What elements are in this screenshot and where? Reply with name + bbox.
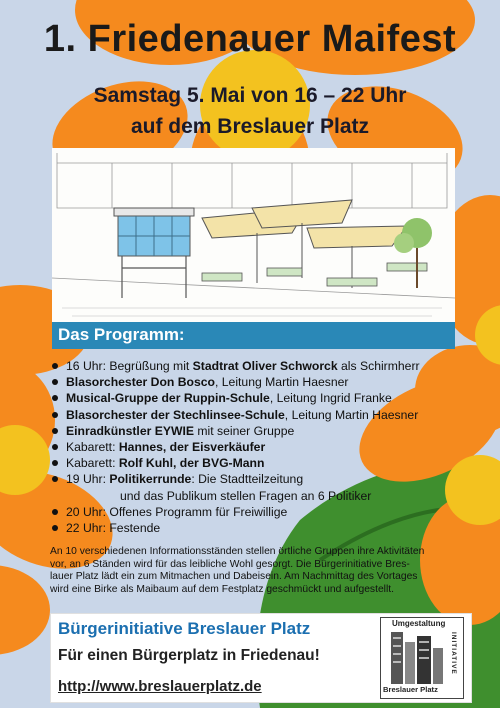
program-item-text: : Die Stadtteilzeitung: [191, 472, 304, 487]
bullet-icon: [52, 476, 58, 482]
program-list: [50, 358, 470, 536]
organization-name: Bürgerinitiative Breslauer Platz: [58, 619, 311, 638]
description-line: wird eine Birke als Maibaum auf dem Festplatz geschmückt und aufgestellt.: [50, 583, 394, 595]
program-item-highlight: Blasorchester Don Bosco: [66, 375, 215, 390]
bullet-icon: [52, 428, 58, 434]
program-heading: Das Programm:: [58, 325, 185, 344]
program-item-highlight: Blasorchester der Stechlinsee-Schule: [66, 407, 285, 422]
description-line: An 10 verschiedenen Informationsständen stellen örtliche Gruppen ihre Aktivitäten: [50, 546, 425, 557]
program-item: [50, 488, 470, 504]
slogan: Für einen Bürgerplatz in Friedenau!: [58, 647, 320, 664]
bullet-icon: [52, 460, 58, 466]
logo-text-bottom: Breslauer Platz: [383, 685, 438, 694]
description-line: lauer Platz lädt ein zum Mitmachen und Dabeisein. Am Nachmittag des Vortages: [50, 571, 418, 583]
program-item-text: als Schirmherr: [337, 359, 420, 373]
program-item: [50, 471, 470, 487]
program-item-text: Kabarett:: [66, 456, 119, 471]
program-item-text: 19 Uhr:: [66, 472, 110, 487]
program-item-text: 22 Uhr: Festende: [66, 520, 161, 535]
program-item-text: , Leitung Martin Haesner: [215, 375, 349, 390]
program-item-text: mit seiner Gruppe: [194, 423, 295, 438]
bullet-icon: [52, 444, 58, 450]
logo-text-top: Umgestaltung: [392, 619, 446, 628]
program-item-text: Kabarett:: [66, 439, 119, 454]
program-item-text: und das Publikum stellen Fragen an 6 Politiker: [120, 488, 372, 503]
program-item: [50, 423, 470, 439]
program-item: [50, 504, 470, 520]
bullet-icon: [52, 525, 58, 531]
square-sketch-illustration: [52, 148, 455, 323]
program-item: [50, 439, 470, 455]
bullet-icon: [52, 509, 58, 515]
program-item: [50, 358, 470, 374]
program-item-text: 20 Uhr: Offenes Programm für Freiwillige: [66, 504, 288, 519]
program-item-highlight: Hannes, der Eisverkäufer: [118, 439, 266, 454]
poster-title: 1. Friedenauer Maifest: [43, 18, 457, 60]
program-item: [50, 407, 470, 423]
location-line: auf dem Breslauer Platz: [130, 115, 370, 138]
bullet-icon: [52, 363, 58, 369]
program-item-highlight: Politikerrunde: [109, 472, 192, 487]
program-item: [50, 455, 470, 471]
program-item-highlight: Musical-Gruppe der Ruppin-Schule: [66, 391, 270, 406]
program-item-text: , Leitung Martin Haesner: [284, 407, 419, 422]
program-item-highlight: Rolf Kuhl, der BVG-Mann: [118, 456, 265, 471]
bullet-icon: [52, 395, 58, 401]
logo-text-side: INITIATIVE: [450, 632, 457, 675]
bullet-icon: [52, 379, 58, 385]
program-item-text: , Leitung Ingrid Franke: [269, 391, 392, 406]
program-item: [50, 374, 470, 390]
program-item: [50, 390, 470, 406]
program-description: [50, 546, 462, 596]
bullet-icon: [52, 412, 58, 418]
date-time-line: Samstag 5. Mai von 16 – 22 Uhr: [93, 84, 407, 107]
website-link[interactable]: http://www.breslauerplatz.de: [58, 678, 262, 695]
program-item: [50, 520, 470, 536]
program-item-text: 16 Uhr: Begrüßung mit: [66, 359, 193, 373]
program-item-highlight: Einradkünstler EYWIE: [66, 423, 194, 438]
program-item-highlight: Stadtrat Oliver Schworck: [192, 359, 338, 373]
description-line: vor, an 6 Ständen wird für das leibliche Wohl gesorgt. Die Bürgerinitiative Bres-: [50, 558, 410, 570]
